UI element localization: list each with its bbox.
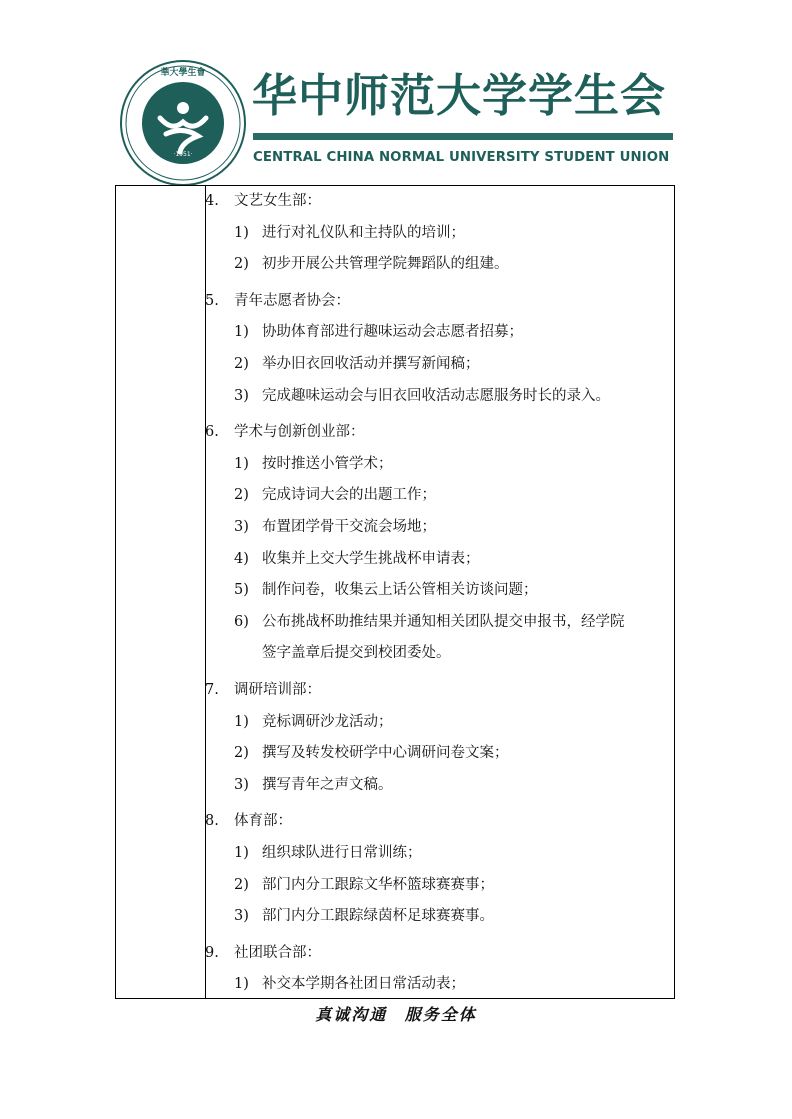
- list-item-text: 完成趣味运动会与旧衣回收活动志愿服务时长的录入。: [262, 387, 610, 404]
- list-item-number: 2): [234, 356, 249, 372]
- university-title-cn: 华中师范大学学生会: [252, 69, 667, 122]
- list-item-text: 部门内分工跟踪文华杯篮球赛赛事；: [262, 876, 494, 893]
- list-item-number: 2): [234, 876, 249, 893]
- list-item-text: 组织球队进行日常训练；: [262, 845, 422, 861]
- section-title: 青年志愿者协会：: [234, 292, 350, 309]
- section-title: 调研培训部：: [234, 682, 321, 698]
- section-number: 6.: [205, 424, 219, 441]
- section-number: 7.: [205, 682, 219, 698]
- section-number: 8.: [205, 813, 219, 830]
- list-item-text: 撰写青年之声文稿。: [262, 776, 393, 793]
- list-item-text: 签字盖章后提交到校团委处。: [262, 645, 451, 662]
- list-item-text: 按时推送小管学术；: [262, 455, 393, 472]
- list-item-text: 竞标调研沙龙活动；: [262, 713, 393, 730]
- section-number: 4.: [205, 193, 219, 209]
- list-item-text: 协助体育部进行趣味运动会志愿者招募；: [262, 324, 523, 341]
- section-title: 文艺女生部：: [234, 193, 321, 209]
- list-item-number: 1): [234, 976, 249, 993]
- list-item-text: 补交本学期各社团日常活动表；: [262, 976, 465, 993]
- list-item-text: 收集并上交大学生挑战杯申请表；: [262, 550, 480, 567]
- footer-slogan: 真诚沟通 服务全体: [315, 1005, 477, 1024]
- list-item-text: 制作问卷，收集云上话公管相关访谈问题；: [262, 582, 538, 599]
- list-item-number: 1): [234, 713, 249, 730]
- list-item-number: 3): [234, 908, 249, 925]
- list-item-number: 3): [234, 387, 249, 404]
- list-item-text: 举办旧衣回收活动并撰写新闻稿；: [262, 356, 480, 372]
- list-item-number: 3): [234, 519, 249, 535]
- list-item-number: 2): [234, 256, 249, 273]
- list-item-number: 3): [234, 776, 249, 793]
- list-item-number: 2): [234, 745, 249, 762]
- list-item-text: 部门内分工跟踪绿茵杯足球赛赛事。: [262, 908, 494, 925]
- list-item-text: 公布挑战杯助推结果并通知相关团队提交申报书，经学院: [262, 613, 625, 630]
- section-title: 体育部：: [234, 813, 292, 830]
- list-item-number: 1): [234, 324, 249, 341]
- svg-text:·1951·: ·1951·: [173, 151, 193, 158]
- list-item-text: 进行对礼仪队和主持队的培训；: [262, 224, 465, 241]
- list-item-number: 5): [234, 582, 249, 599]
- list-item-number: 4): [234, 550, 249, 567]
- list-item-text: 完成诗词大会的出题工作；: [262, 487, 436, 504]
- list-item-number: 1): [234, 845, 249, 861]
- list-item-text: 布置团学骨干交流会场地；: [262, 519, 436, 535]
- list-item-number: 2): [234, 487, 249, 504]
- section-title: 社团联合部：: [234, 944, 321, 961]
- section-title: 学术与创新创业部：: [234, 424, 365, 441]
- svg-text:華大學生會: 華大學生會: [160, 68, 206, 78]
- list-item-number: 1): [234, 455, 249, 472]
- section-number: 9.: [205, 944, 219, 961]
- list-item-text: 初步开展公共管理学院舞蹈队的组建。: [262, 256, 509, 273]
- university-title-en: CENTRAL CHINA NORMAL UNIVERSITY STUDENT UNION: [253, 150, 670, 165]
- list-item-number: 6): [234, 613, 249, 630]
- list-item-text: 撰写及转发校研学中心调研问卷文案；: [262, 745, 509, 762]
- list-item-number: 1): [234, 224, 249, 241]
- section-number: 5.: [205, 292, 219, 309]
